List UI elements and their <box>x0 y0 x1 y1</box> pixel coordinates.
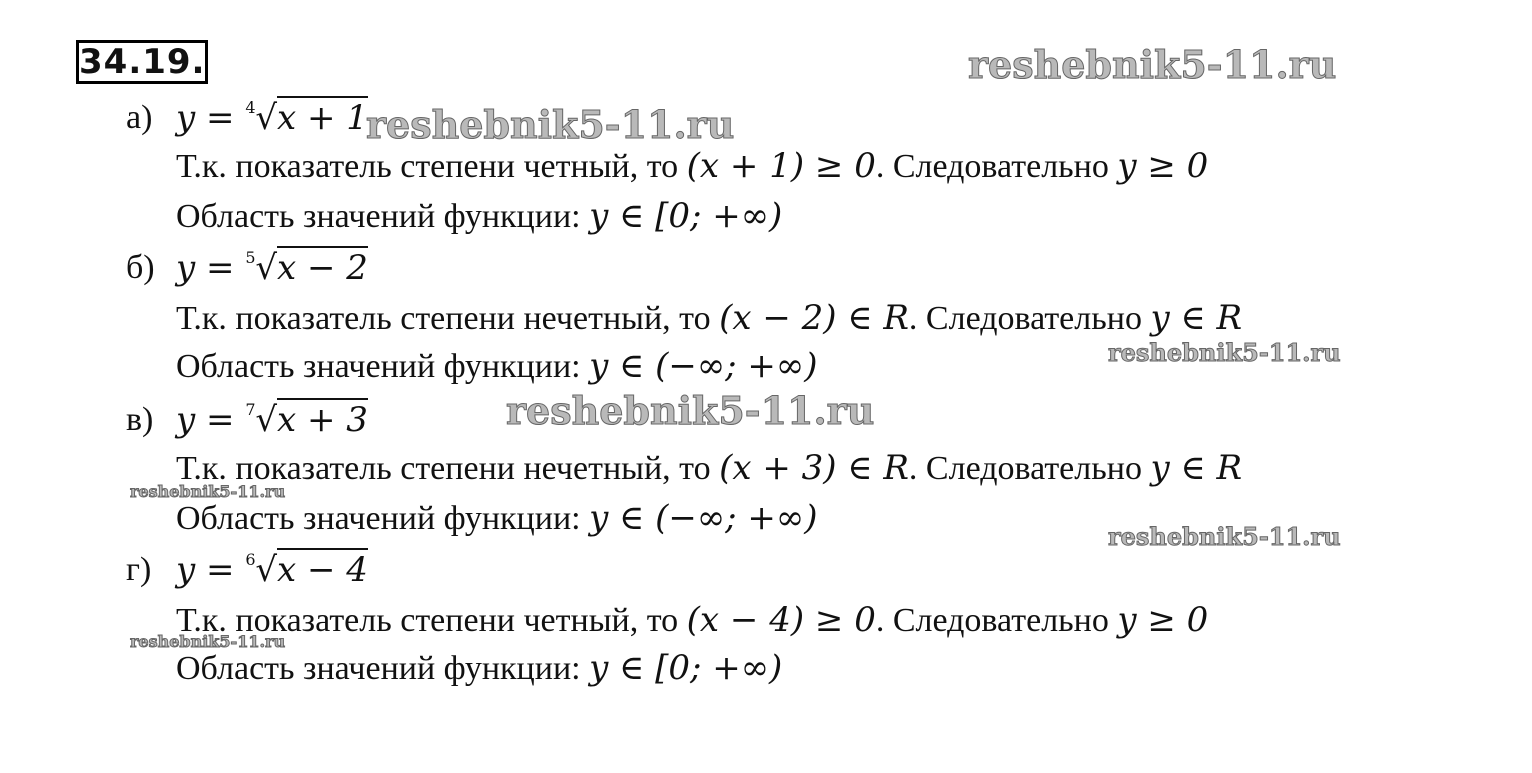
conclusion: y ≥ 0 <box>1117 600 1209 640</box>
function-formula <box>176 400 368 441</box>
range-label: Область значений функции: <box>176 650 590 687</box>
root-index: 5 <box>245 248 256 267</box>
radical-expression <box>245 400 368 441</box>
conclusion: y ∈ R <box>1150 448 1243 488</box>
range-label: Область значений функции: <box>176 198 590 235</box>
radical-sign-icon: √ <box>255 98 277 138</box>
function-formula <box>176 98 368 139</box>
range-label: Область значений функции: <box>176 348 590 385</box>
condition: (x − 4) ≥ 0 <box>686 600 876 640</box>
range-line <box>176 196 782 237</box>
consequently: . Следовательно <box>908 450 1151 487</box>
range-label: Область значений функции: <box>176 500 590 537</box>
range-line <box>176 498 818 539</box>
consequently: . Следовательно <box>875 148 1118 185</box>
conclusion: y ∈ R <box>1150 298 1243 338</box>
part-label: б) <box>126 249 155 286</box>
range-value: y ∈ [0; +∞) <box>589 196 783 236</box>
part-label: г) <box>126 551 152 588</box>
formula-lhs: y = <box>176 98 246 138</box>
formula-lhs: y = <box>176 400 246 440</box>
range-value: y ∈ (−∞; +∞) <box>589 498 818 538</box>
reason-prefix: Т.к. показатель степени нечетный, то <box>176 450 720 487</box>
reason-prefix: Т.к. показатель степени четный, то <box>176 148 687 185</box>
consequently: . Следовательно <box>875 602 1118 639</box>
watermark: reshebnik5-11.ru <box>1108 522 1341 551</box>
watermark: reshebnik5-11.ru <box>1108 338 1341 367</box>
radicand: x + 1 <box>276 98 368 138</box>
reason-prefix: Т.к. показатель степени четный, то <box>176 602 687 639</box>
watermark: reshebnik5-11.ru <box>506 388 875 433</box>
radical-expression <box>245 248 368 289</box>
watermark: reshebnik5-11.ru <box>130 482 286 501</box>
range-value: y ∈ [0; +∞) <box>589 648 783 688</box>
part-label: в) <box>126 401 154 438</box>
problem-number: 34.19. <box>76 40 208 84</box>
condition: (x + 3) ∈ R <box>719 448 909 488</box>
reasoning-line <box>176 298 1242 339</box>
root-index: 7 <box>245 400 256 419</box>
function-formula <box>176 550 368 591</box>
root-index: 4 <box>245 98 256 117</box>
formula-lhs: y = <box>176 248 246 288</box>
reasoning-line <box>176 146 1208 187</box>
range-value: y ∈ (−∞; +∞) <box>589 346 818 386</box>
range-line <box>176 648 782 689</box>
range-line <box>176 346 818 387</box>
radicand: x − 2 <box>276 248 368 288</box>
watermark: reshebnik5-11.ru <box>366 102 735 147</box>
root-index: 6 <box>245 550 256 569</box>
conclusion: y ≥ 0 <box>1117 146 1209 186</box>
formula-lhs: y = <box>176 550 246 590</box>
condition: (x + 1) ≥ 0 <box>686 146 876 186</box>
reasoning-line <box>176 448 1242 489</box>
function-formula <box>176 248 368 289</box>
radicand: x − 4 <box>276 550 368 590</box>
reasoning-line <box>176 600 1208 641</box>
watermark: reshebnik5-11.ru <box>130 632 286 651</box>
condition: (x − 2) ∈ R <box>719 298 909 338</box>
consequently: . Следовательно <box>908 300 1151 337</box>
watermark: reshebnik5-11.ru <box>968 42 1337 87</box>
reason-prefix: Т.к. показатель степени нечетный, то <box>176 300 720 337</box>
radical-expression <box>245 550 368 591</box>
radicand: x + 3 <box>276 400 368 440</box>
radical-expression <box>245 98 368 139</box>
radical-sign-icon: √ <box>255 400 277 440</box>
radical-sign-icon: √ <box>255 248 277 288</box>
radical-sign-icon: √ <box>255 550 277 590</box>
part-label: а) <box>126 99 153 136</box>
